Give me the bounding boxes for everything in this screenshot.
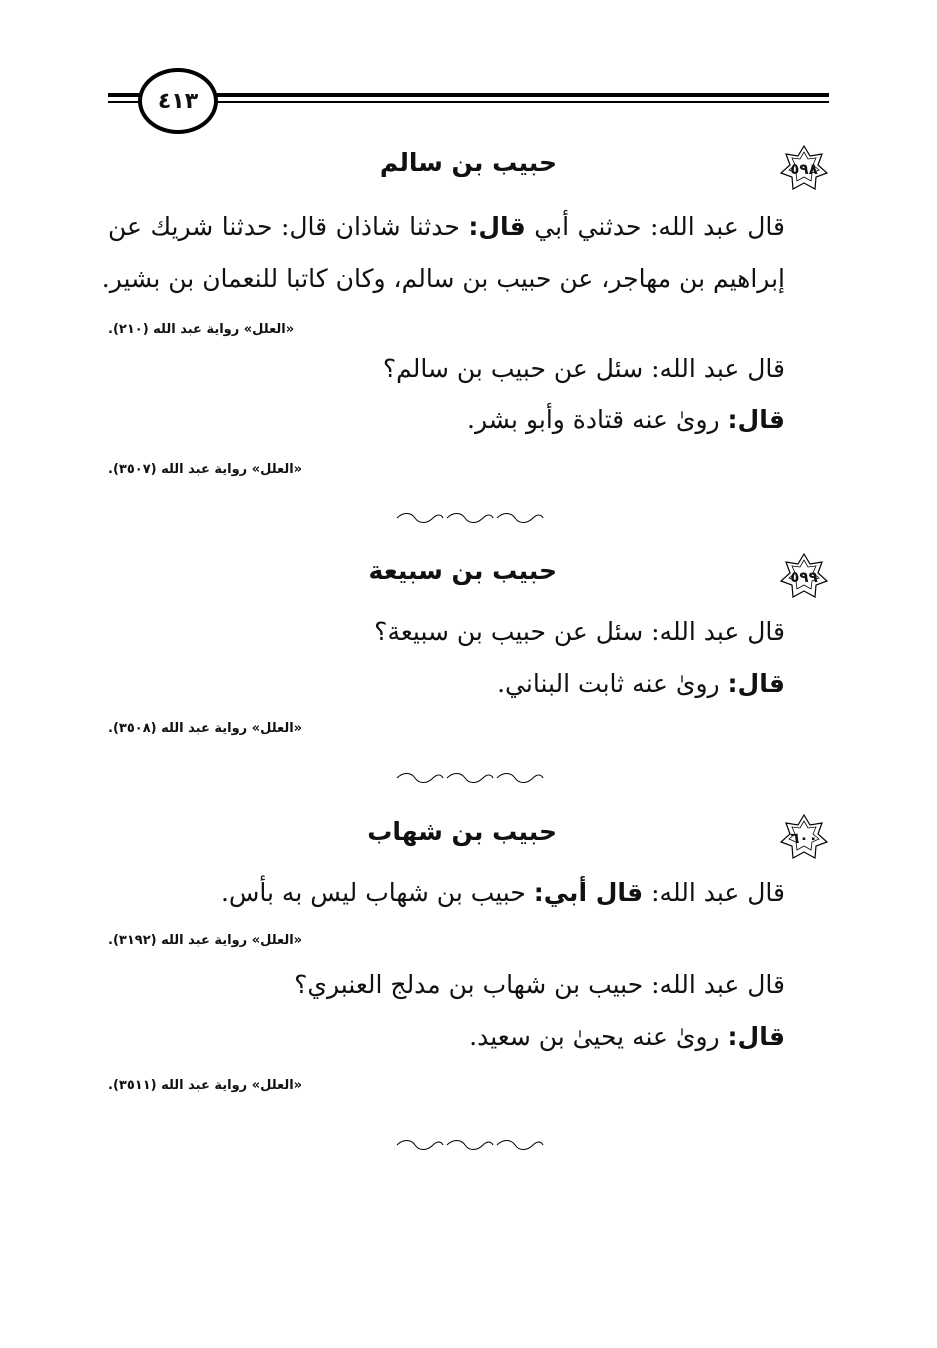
text-line [108,212,785,241]
question-line: قال عبد الله: سئل عن حبيب بن سبيعة؟ [374,617,785,646]
entry-599-header [108,552,829,602]
divider-ornament-icon [393,771,545,785]
text-span: قال عبد الله: حدثني أبي [525,212,785,241]
source-citation: «العلل» رواية عبد الله (٣٥١١). [108,1078,303,1093]
divider-ornament-icon [393,1138,545,1152]
bold-span: قال أبي: [533,878,644,907]
source-citation: «العلل» رواية عبد الله (٢١٠). [108,322,295,337]
entry-number-badge [779,552,829,602]
bold-span: قال: [468,212,526,241]
answer-line [467,405,785,434]
bold-span: قال: [727,1022,785,1051]
text-span: رویٰ عنه قتادة وأبو بشر. [467,405,728,434]
divider-ornament-icon [393,511,545,525]
bold-span: قال: [727,669,785,698]
bold-span: قال: [727,405,785,434]
entry-number: ٥٩٨ [790,160,818,178]
source-citation: «العلل» رواية عبد الله (٣١٩٢). [108,933,303,948]
text-span: حبيب بن شهاب ليس به بأس. [220,878,534,907]
text-span: رویٰ عنه يحيیٰ بن سعيد. [469,1022,728,1051]
text-span: قال عبد الله: [643,878,785,907]
page-number-circle [138,68,218,134]
entry-598-header [108,144,829,194]
entry-number-badge [779,144,829,194]
answer-line [469,1022,785,1051]
text-span: رویٰ عنه ثابت البناني. [497,669,728,698]
question-line: قال عبد الله: سئل عن حبيب بن سالم؟ [382,354,785,383]
entry-title: حبيب بن سالم [379,148,557,177]
source-citation: «العلل» رواية عبد الله (٣٥٠٧). [108,462,303,477]
source-citation: «العلل» رواية عبد الله (٣٥٠٨). [108,721,303,736]
entry-600-header [108,813,829,863]
page-number: ٤١٣ [157,88,199,114]
entry-title: حبيب بن شهاب [367,817,557,846]
entry-number: ٥٩٩ [790,568,818,586]
answer-line [497,669,785,698]
question-line: قال عبد الله: حبيب بن شهاب بن مدلج العنبري؟ [294,970,785,999]
text-span: حدثنا شاذان قال: حدثنا شريك عن [108,212,469,241]
entry-title: حبيب بن سبيعة [368,556,557,585]
entry-number-badge [779,813,829,863]
text-line: إبراهيم بن مهاجر، عن حبيب بن سالم، وكان كاتبا للنعمان بن بشير. [101,264,785,293]
entry-number: ٦٠٠ [790,829,818,847]
text-line [221,878,785,907]
